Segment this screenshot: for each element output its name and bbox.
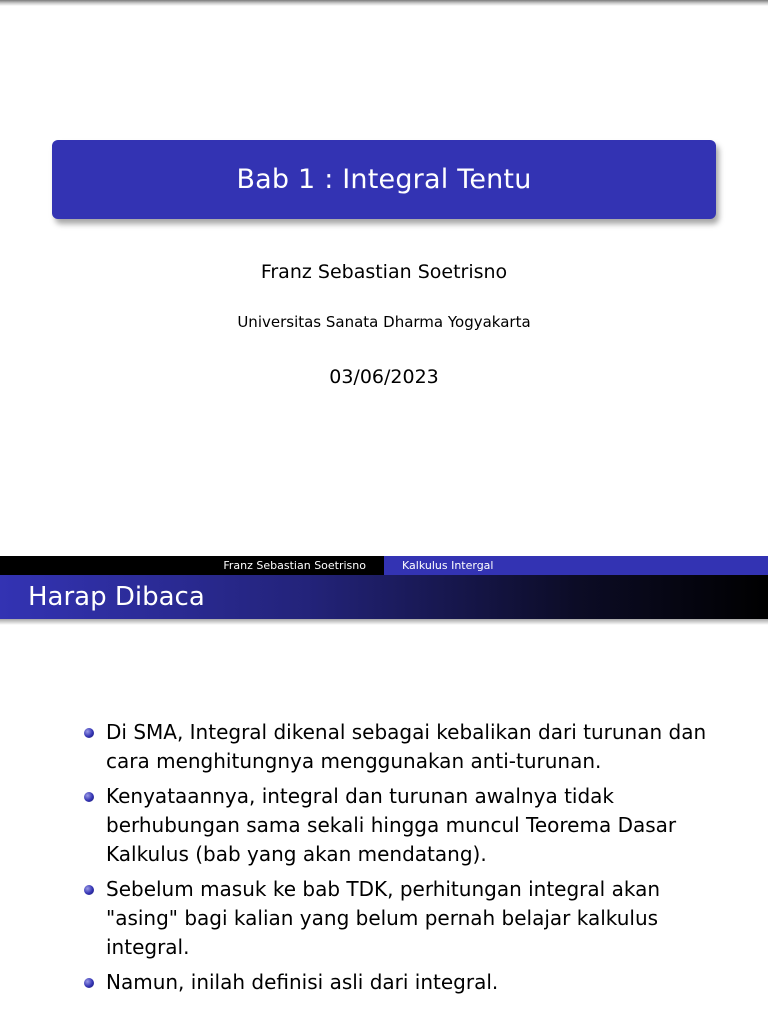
footline-title: Kalkulus Intergal (384, 556, 768, 575)
bullet-icon (84, 792, 94, 802)
institute-name: Universitas Sanata Dharma Yogyakarta (237, 313, 531, 331)
footline-author: Franz Sebastian Soetrisno (0, 556, 384, 575)
slide-title: Bab 1 : Integral Tentu (236, 164, 532, 195)
bullet-icon (84, 885, 94, 895)
bullet-icon (84, 978, 94, 988)
bullet-list (84, 718, 724, 1003)
frame-title-shadow (0, 619, 768, 625)
presentation-date: 03/06/2023 (329, 366, 439, 388)
bullet-item (84, 968, 724, 997)
frame-title: Harap Dibaca (0, 575, 768, 619)
bullet-text: Sebelum masuk ke bab TDK, perhitungan integral akan "asing" bagi kalian yang belum pernah belajar kalkulus integral. (106, 877, 660, 959)
top-shade (0, 0, 768, 6)
bullet-item (84, 718, 724, 776)
bullet-icon (84, 728, 94, 738)
footline (0, 556, 768, 575)
bullet-item (84, 875, 724, 962)
bullet-text: Namun, inilah definisi asli dari integral. (106, 970, 499, 994)
bullet-item (84, 782, 724, 869)
bullet-text: Kenyataannya, integral dan turunan awalnya tidak berhubungan sama sekali hingga muncul Teorema Dasar Kalkulus (bab yang akan mendatang). (106, 784, 677, 866)
author-name: Franz Sebastian Soetrisno (260, 261, 508, 283)
bullet-text: Di SMA, Integral dikenal sebagai kebalikan dari turunan dan cara menghitungnya menggunakan anti-turunan. (106, 720, 707, 773)
content-slide (0, 556, 768, 1024)
title-box (52, 140, 716, 219)
